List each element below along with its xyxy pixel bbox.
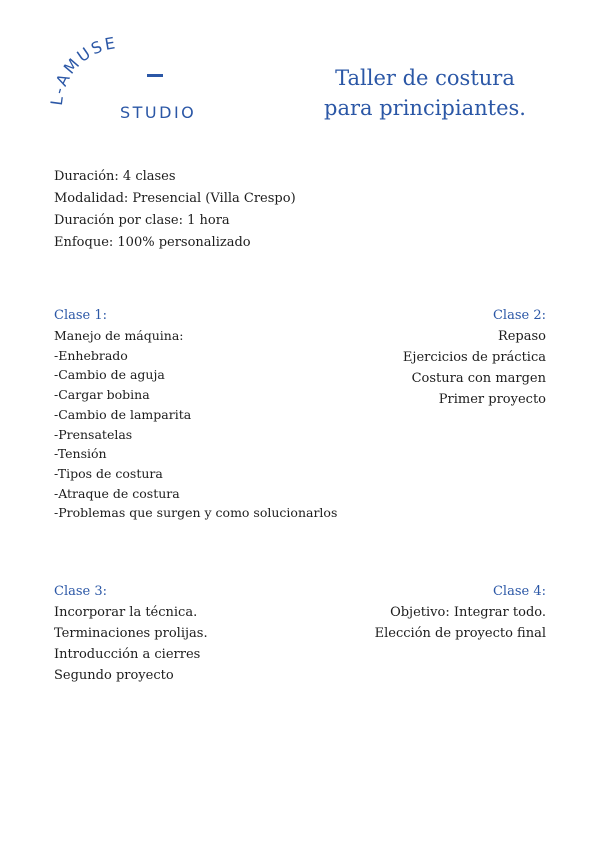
clase-1-line: -Tipos de costura <box>54 465 163 481</box>
logo-separator <box>147 74 163 77</box>
clase-2-line: Repaso <box>497 329 546 344</box>
clase-4-line: Objetivo: Integrar todo. <box>390 605 546 620</box>
clase-3-block <box>54 582 208 686</box>
info-focus: Enfoque: 100% personalizado <box>54 235 251 250</box>
page-title <box>300 63 550 123</box>
clase-2-line: Costura con margen <box>411 371 546 386</box>
clase-3-line: Introducción a cierres <box>54 647 201 662</box>
clase-1-line: -Cambio de lamparita <box>54 406 192 422</box>
clase-2-block <box>403 306 546 410</box>
title-line-2: para principiantes. <box>324 96 526 120</box>
logo <box>40 30 210 135</box>
info-duration: Duración: 4 clases <box>54 169 176 184</box>
clase-1-line: -Enhebrado <box>54 347 128 363</box>
course-info <box>54 166 296 254</box>
clase-1-line: -Prensatelas <box>54 426 133 442</box>
clase-1-line: -Cargar bobina <box>54 387 150 403</box>
clase-2-line: Primer proyecto <box>438 392 546 407</box>
clase-4-line: Elección de proyecto final <box>374 626 546 641</box>
clase-4-heading: Clase 4: <box>492 584 546 599</box>
clase-1-block <box>54 306 337 523</box>
clase-3-line: Terminaciones prolijas. <box>54 626 208 641</box>
clase-3-line: Segundo proyecto <box>54 668 174 683</box>
clase-1-heading: Clase 1: <box>54 308 108 323</box>
title-line-1: Taller de costura <box>335 66 515 90</box>
clase-1-line: Manejo de máquina: <box>54 328 184 343</box>
clase-2-line: Ejercicios de práctica <box>402 350 546 365</box>
clase-3-heading: Clase 3: <box>54 584 108 599</box>
svg-text:L-AMUSE <box>47 33 119 107</box>
info-modality: Modalidad: Presencial (Villa Crespo) <box>54 191 296 206</box>
clase-1-line: -Problemas que surgen y como solucionarlos <box>54 505 338 521</box>
clase-1-line: -Cambio de aguja <box>54 367 165 383</box>
info-class-duration: Duración por clase: 1 hora <box>54 213 230 228</box>
clase-1-line: -Tensión <box>54 446 107 462</box>
clase-4-block <box>375 582 546 644</box>
clase-1-line: -Atraque de costura <box>54 485 180 501</box>
logo-studio-text: STUDIO <box>120 103 197 122</box>
clase-2-heading: Clase 2: <box>492 308 546 323</box>
clase-3-line: Incorporar la técnica. <box>54 605 198 620</box>
logo-brand-text: L-AMUSE <box>46 32 119 107</box>
